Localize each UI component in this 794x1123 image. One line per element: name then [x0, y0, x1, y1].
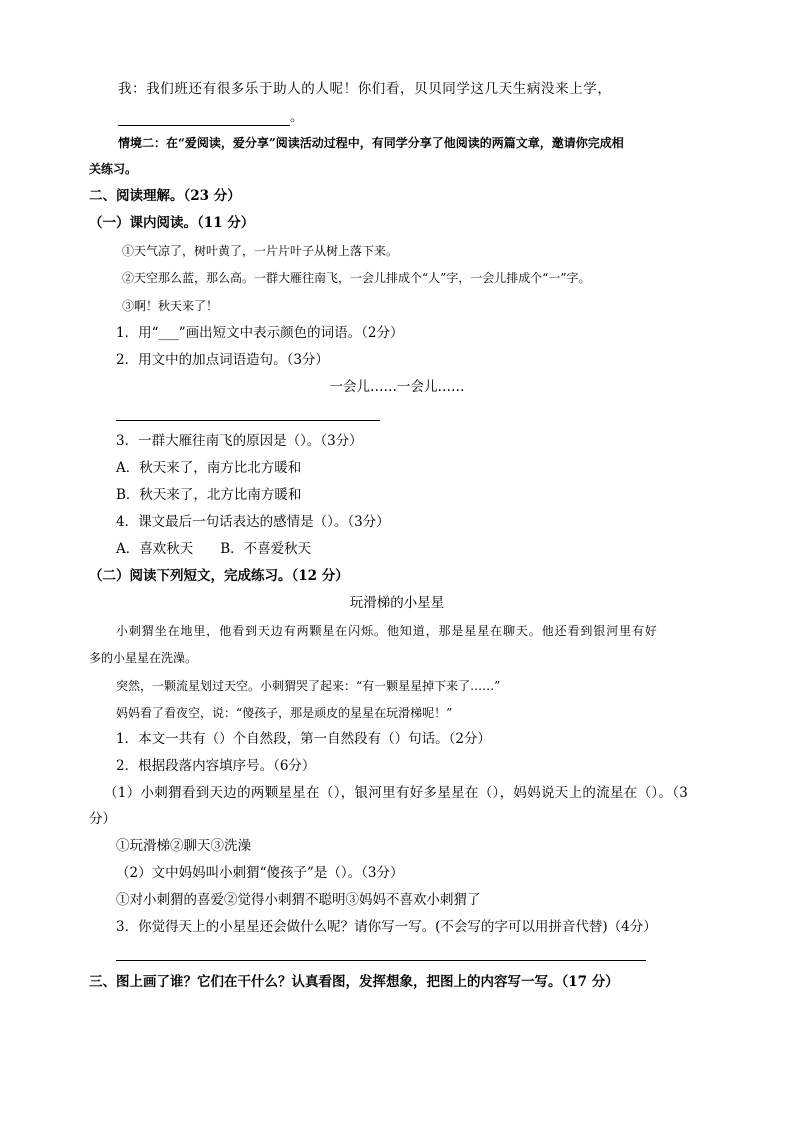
context-line-1-answer: 。	[118, 108, 304, 126]
part2-question-2-2: （2）文中妈妈叫小刺猬“傻孩子”是（）。（3分）	[116, 865, 404, 881]
part1-question-2: 2．用文中的加点词语造句。（3分）	[116, 352, 329, 368]
context-line-1: 我：我们班还有很多乐于助人的人呢！你们看，贝贝同学这几天生病没来上学，	[118, 81, 612, 97]
part1-question-3-option-b[interactable]: B．秋天来了，北方比南方暖和	[116, 487, 302, 503]
passage-sentence-1: ①天气凉了，树叶黄了，一片片叶子从树上落下来。	[122, 244, 399, 258]
situation-2-line-b: 关练习。	[89, 162, 138, 176]
part2-question-1: 1．本文一共有（）个自然段，第一自然段有（）句话。（2分）	[116, 731, 491, 747]
answer-blank[interactable]	[118, 111, 290, 126]
section-2-heading: 二、阅读理解。（23 分）	[89, 188, 241, 204]
story-paragraph-1-a: 小刺猬坐在地里，他看到天边有两颗星在闪烁。他知道，那是星星在聊天。他还看到银河里有好	[116, 624, 658, 638]
part1-question-4: 4．课文最后一句话表达的感情是（）。（3分）	[116, 514, 390, 530]
part2-question-2-2-options: ①对小刺猬的喜爱②觉得小刺猬不聪明③妈妈不喜欢小刺猬了	[116, 892, 481, 908]
part1-question-4-options[interactable]: A．喜欢秋天 B．不喜爱秋天	[116, 541, 312, 557]
story-title: 玩滑梯的小星星	[349, 595, 445, 611]
part2-question-2-1-options: ①玩滑梯②聊天③洗澡	[116, 838, 251, 854]
part2-question-2-1-b: 分）	[89, 811, 116, 827]
part-1-heading: （一）课内阅读。（11 分）	[89, 215, 255, 231]
story-paragraph-3: 妈妈看了看夜空，说：“傻孩子，那是顽皮的星星在玩滑梯呢！”	[116, 706, 453, 720]
part2-question-3-answer-line[interactable]	[116, 960, 646, 961]
story-paragraph-2: 突然，一颗流星划过天空。小刺猬哭了起来：“有一颗星星掉下来了……”	[116, 679, 501, 693]
passage-sentence-2: ②天空那么蓝，那么高。一群大雁往南飞，一会儿排成个“人”字，一会儿排成个“一”字。	[122, 271, 591, 285]
part2-question-3: 3．你觉得天上的小星星还会做什么呢？请你写一写。(不会写的字可以用拼音代替)（4分）	[116, 919, 657, 935]
section-3-heading: 三、图上画了谁？它们在干什么？认真看图，发挥想象，把图上的内容写一写。（17 分）	[89, 974, 619, 990]
part1-question-2-answer-line[interactable]	[116, 420, 380, 421]
part2-question-2: 2．根据段落内容填序号。（6分）	[116, 758, 316, 774]
situation-2-line-a: 情境二：在“爱阅读，爱分享”阅读活动过程中，有同学分享了他阅读的两篇文章，邀请你完成相	[118, 136, 624, 150]
passage-sentence-3: ③啊！秋天来了！	[122, 299, 219, 313]
part1-question-3: 3．一群大雁往南飞的原因是（）。（3分）	[116, 433, 363, 449]
part1-question-1: 1．用“___”画出短文中表示颜色的词语。（2分）	[116, 325, 404, 341]
part-2-heading: （二）阅读下列短文，完成练习。（12 分）	[89, 568, 349, 584]
part2-question-2-1-a: （1）小刺猬看到天边的两颗星星在（），银河里有好多星星在（），妈妈说天上的流星在（）。（3	[104, 785, 689, 801]
part1-question-2-prompt: 一会儿……一会儿……	[329, 379, 465, 395]
story-paragraph-1-b: 多的小星星在洗澡。	[89, 651, 198, 665]
part1-question-3-option-a[interactable]: A．秋天来了，南方比北方暖和	[116, 460, 302, 476]
